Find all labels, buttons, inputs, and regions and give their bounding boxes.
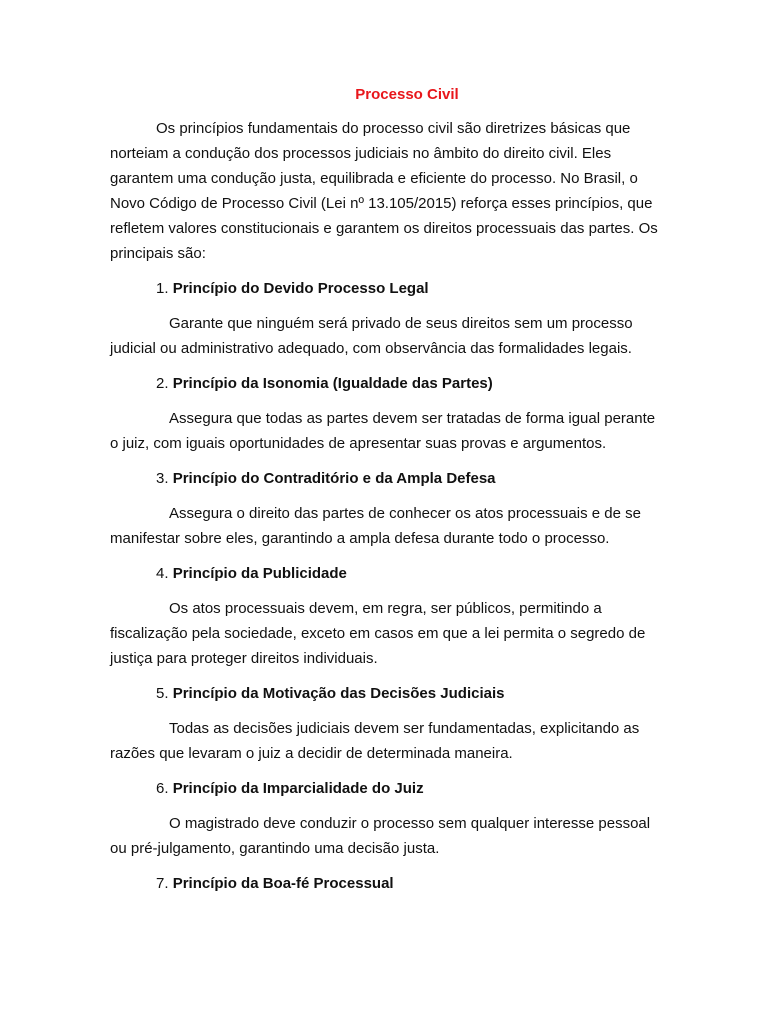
principle-description-1: Garante que ninguém será privado de seus direitos sem um processo judicial ou administrativo adequado, com observância das formalidades legais. [110, 315, 633, 357]
principle-heading-4 [110, 561, 658, 586]
principle-heading-1 [110, 276, 658, 301]
document-title: Processo Civil [355, 86, 459, 103]
principle-number: 6. [156, 780, 169, 797]
principle-title: Princípio da Imparcialidade do Juiz [172, 780, 424, 797]
principle-description-2: Assegura que todas as partes devem ser tratadas de forma igual perante o juiz, com iguais oportunidades de apresentar suas provas e argumentos. [110, 410, 656, 452]
principle-heading-3 [110, 466, 658, 491]
principle-number: 5. [156, 685, 169, 702]
principle-number: 2. [156, 375, 169, 392]
principle-description-4: Os atos processuais devem, em regra, ser públicos, permitindo a fiscalização pela sociedade, exceto em casos em que a lei permita o segredo de justiça para proteger direitos individuais. [110, 600, 646, 667]
principle-title: Princípio da Boa-fé Processual [172, 875, 394, 892]
principle-description-6: O magistrado deve conduzir o processo sem qualquer interesse pessoal ou pré-julgamento, garantindo uma decisão justa. [110, 815, 651, 857]
intro-paragraph: Os princípios fundamentais do processo civil são diretrizes básicas que norteiam a condução dos processos judiciais no âmbito do direito civil. Eles garantem uma condução justa, equilibrada e eficiente do processo. No Brasil, o Novo Código de Processo Civil (Lei nº 13.105/2015) reforça esses princípios, que refletem valores constitucionais e garantem os direitos processuais das partes. Os principais são: [110, 120, 658, 262]
principle-description-3: Assegura o direito das partes de conhecer os atos processuais e de se manifestar sobre eles, garantindo a ampla defesa durante todo o processo. [110, 505, 641, 547]
principle-title: Princípio da Isonomia (Igualdade das Partes) [172, 375, 493, 392]
principle-heading-7 [110, 871, 658, 896]
principle-description-5: Todas as decisões judiciais devem ser fundamentadas, explicitando as razões que levaram o juiz a decidir de determinada maneira. [110, 720, 640, 762]
principle-heading-6 [110, 776, 658, 801]
principle-heading-5 [110, 681, 658, 706]
principle-number: 4. [156, 565, 169, 582]
principle-title: Princípio do Contraditório e da Ampla Defesa [172, 470, 496, 487]
principle-title: Princípio da Motivação das Decisões Judiciais [172, 685, 505, 702]
principle-title: Princípio do Devido Processo Legal [172, 280, 429, 297]
principle-heading-2 [110, 371, 658, 396]
principle-number: 1. [156, 280, 169, 297]
document-body [110, 82, 658, 906]
principle-number: 7. [156, 875, 169, 892]
principle-number: 3. [156, 470, 169, 487]
principle-title: Princípio da Publicidade [172, 565, 347, 582]
